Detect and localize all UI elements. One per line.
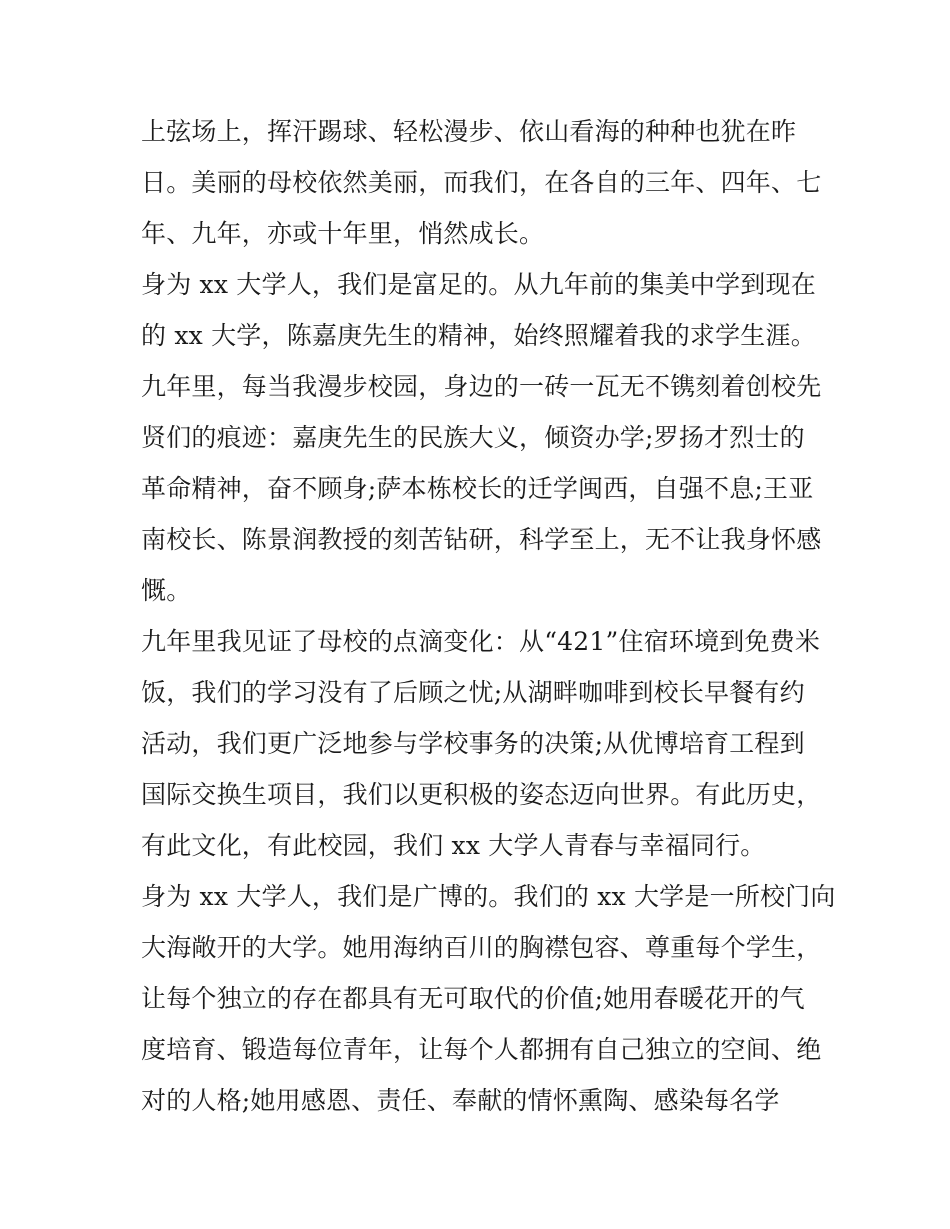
text-line-9: 南校长、陈景润教授的刻苦钻研，科学至上，无不让我身怀感 bbox=[141, 525, 822, 554]
text-line-10: 慨。 bbox=[141, 576, 192, 605]
text-line-1: 上弦场上，挥汗踢球、轻松漫步、依山看海的种种也犹在昨 bbox=[141, 117, 797, 146]
text-line-3: 年、九年，亦或十年里，悄然成长。 bbox=[141, 219, 545, 248]
text-line-4: 身为 xx 大学人，我们是富足的。从九年前的集美中学到现在 bbox=[141, 270, 816, 299]
text-line-6: 九年里，每当我漫步校园，身边的一砖一瓦无不镌刻着创校先 bbox=[141, 372, 822, 401]
text-line-5: 的 xx 大学，陈嘉庚先生的精神，始终照耀着我的求学生涯。 bbox=[141, 321, 816, 350]
text-line-2: 日。美丽的母校依然美丽，而我们，在各自的三年、四年、七 bbox=[141, 168, 822, 197]
text-line-16: 身为 xx 大学人，我们是广博的。我们的 xx 大学是一所校门向 bbox=[141, 882, 836, 911]
text-line-15: 有此文化，有此校园，我们 xx 大学人青春与幸福同行。 bbox=[141, 831, 766, 860]
text-line-18: 让每个独立的存在都具有无可取代的价值;她用春暖花开的气 bbox=[141, 984, 805, 1013]
text-line-13: 活动，我们更广泛地参与学校事务的决策;从优博培育工程到 bbox=[141, 729, 805, 758]
document-body bbox=[141, 106, 836, 1126]
text-line-20: 对的人格;她用感恩、责任、奉献的情怀熏陶、感染每名学 bbox=[141, 1086, 780, 1115]
text-line-19: 度培育、锻造每位青年，让每个人都拥有自己独立的空间、绝 bbox=[141, 1035, 822, 1064]
text-line-17: 大海敞开的大学。她用海纳百川的胸襟包容、尊重每个学生， bbox=[141, 933, 822, 962]
text-line-14: 国际交换生项目，我们以更积极的姿态迈向世界。有此历史， bbox=[141, 780, 822, 809]
text-line-7: 贤们的痕迹：嘉庚先生的民族大义，倾资办学;罗扬才烈士的 bbox=[141, 423, 805, 452]
text-line-12: 饭，我们的学习没有了后顾之忧;从湖畔咖啡到校长早餐有约 bbox=[141, 678, 805, 707]
text-line-8: 革命精神，奋不顾身;萨本栋校长的迁学闽西，自强不息;王亚 bbox=[141, 474, 814, 503]
text-line-11: 九年里我见证了母校的点滴变化：从“421”住宿环境到免费米 bbox=[141, 627, 821, 656]
